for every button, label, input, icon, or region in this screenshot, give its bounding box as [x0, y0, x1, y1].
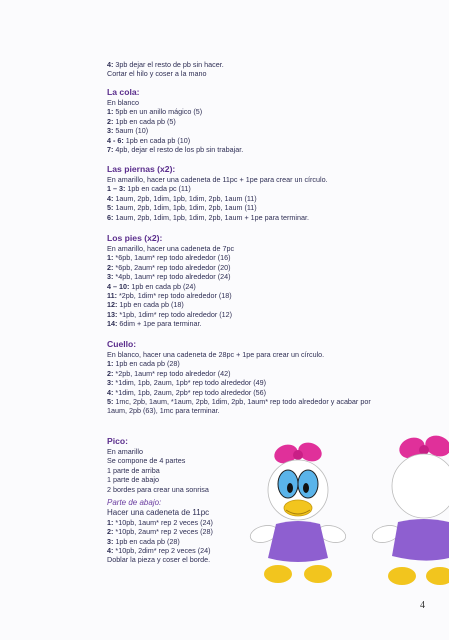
- pico-section: [107, 436, 213, 565]
- pies-line: 2: *6pb, 2aum* rep todo alrededor (20): [107, 262, 231, 272]
- intro-line-2: Cortar el hilo y coser a la mano: [107, 69, 207, 79]
- piernas-line: 5: 1aum, 2pb, 1dim, 1pb, 1dim, 2pb, 1aum (11): [107, 203, 257, 213]
- piernas-heading: Las piernas (x2):: [107, 164, 176, 174]
- pico-line: Se compone de 4 partes: [107, 456, 186, 466]
- piernas-line: 6: 1aum, 2pb, 1dim, 1pb, 1dim, 2pb, 1aum + 1pe para terminar.: [107, 212, 309, 222]
- cuello-line: 2: *2pb, 1aum* rep todo alrededor (42): [107, 368, 231, 378]
- cuello-line: 3: *1dim, 1pb, 2aum, 1pb* rep todo alrededor (49): [107, 378, 267, 388]
- pies-line: 3: *4pb, 1aum* rep todo alrededor (24): [107, 272, 231, 282]
- intro-section: [107, 60, 224, 79]
- pies-heading: Los pies (x2):: [107, 233, 163, 243]
- cola-heading: La cola:: [107, 87, 140, 97]
- cola-line: 2: 1pb en cada pb (5): [107, 116, 176, 126]
- cola-line: 4 - 6: 1pb en cada pb (10): [107, 135, 191, 145]
- pico-subline: 3: 1pb en cada pb (28): [107, 536, 180, 546]
- piernas-section: [107, 164, 328, 222]
- cuello-line: 1aum, 2pb (63), 1mc para terminar.: [107, 406, 220, 416]
- page-number: 4: [420, 600, 425, 611]
- pico-subline: 1: *10pb, 1aum* rep 2 veces (24): [107, 517, 213, 527]
- daisy-duck-front-illustration: [248, 440, 358, 590]
- daisy-duck-back-illustration: [368, 430, 449, 590]
- pies-line: 11: *2pb, 1dim* rep todo alrededor (18): [107, 291, 232, 301]
- cuello-section: [107, 339, 371, 416]
- pies-line: 12: 1pb en cada pb (18): [107, 300, 184, 310]
- pico-line: 1 parte de arriba: [107, 465, 160, 475]
- cuello-heading: Cuello:: [107, 339, 137, 349]
- pico-subline: 4: *10pb, 2dim* rep 2 veces (24): [107, 546, 211, 556]
- pies-line: En amarillo, hacer una cadeneta de 7pc: [107, 244, 235, 253]
- pico-line: 1 parte de abajo: [107, 475, 159, 485]
- cuello-line: 1: 1pb en cada pb (28): [107, 359, 180, 369]
- pies-line: 14: 6dim + 1pe para terminar.: [107, 319, 202, 329]
- cola-line: 3: 5aum (10): [107, 126, 149, 136]
- piernas-line: 4: 1aum, 2pb, 1dim, 1pb, 1dim, 2pb, 1aum (11): [107, 193, 257, 203]
- intro-line-1: 4: 3pb dejar el resto de pb sin hacer.: [107, 60, 224, 69]
- pico-subheading: Parte de abajo:: [107, 498, 162, 508]
- piernas-line: 1 – 3: 1pb en cada pc (11): [107, 184, 191, 194]
- cola-line: 7: 4pb, dejar el resto de los pb sin trabajar.: [107, 145, 244, 155]
- cuello-line: En blanco, hacer una cadeneta de 28pc + 1pe para crear un círculo.: [107, 350, 325, 359]
- cola-section: [107, 87, 243, 154]
- cuello-line: 4: *1dim, 1pb, 2aum, 2pb* rep todo alrededor (56): [107, 387, 267, 397]
- pies-line: 13: *1pb, 1dim* rep todo alrededor (12): [107, 309, 233, 319]
- piernas-line: En amarillo, hacer una cadeneta de 11pc + 1pe para crear un círculo.: [107, 175, 328, 184]
- cuello-line: 5: 1mc, 2pb, 1aum, *1aum, 2pb, 1dim, 2pb, 1aum* rep todo alrededor y acabar por: [107, 397, 371, 407]
- pico-heading: Pico:: [107, 436, 129, 446]
- pico-line: 2 bordes para crear una sonrisa: [107, 484, 209, 494]
- pies-section: [107, 233, 234, 329]
- pico-subline: 2: *10pb, 2aum* rep 2 veces (28): [107, 527, 213, 537]
- pico-subline: Doblar la pieza y coser el borde.: [107, 555, 211, 565]
- pico-subline: Hacer una cadeneta de 11pc: [107, 508, 210, 518]
- pies-line: 4 – 10: 1pb en cada pb (24): [107, 281, 196, 291]
- cola-line: En blanco: [107, 98, 139, 107]
- pies-line: 1: *6pb, 1aum* rep todo alrededor (16): [107, 253, 231, 263]
- pico-line: En amarillo: [107, 447, 143, 456]
- cola-line: 1: 5pb en un anillo mágico (5): [107, 107, 203, 117]
